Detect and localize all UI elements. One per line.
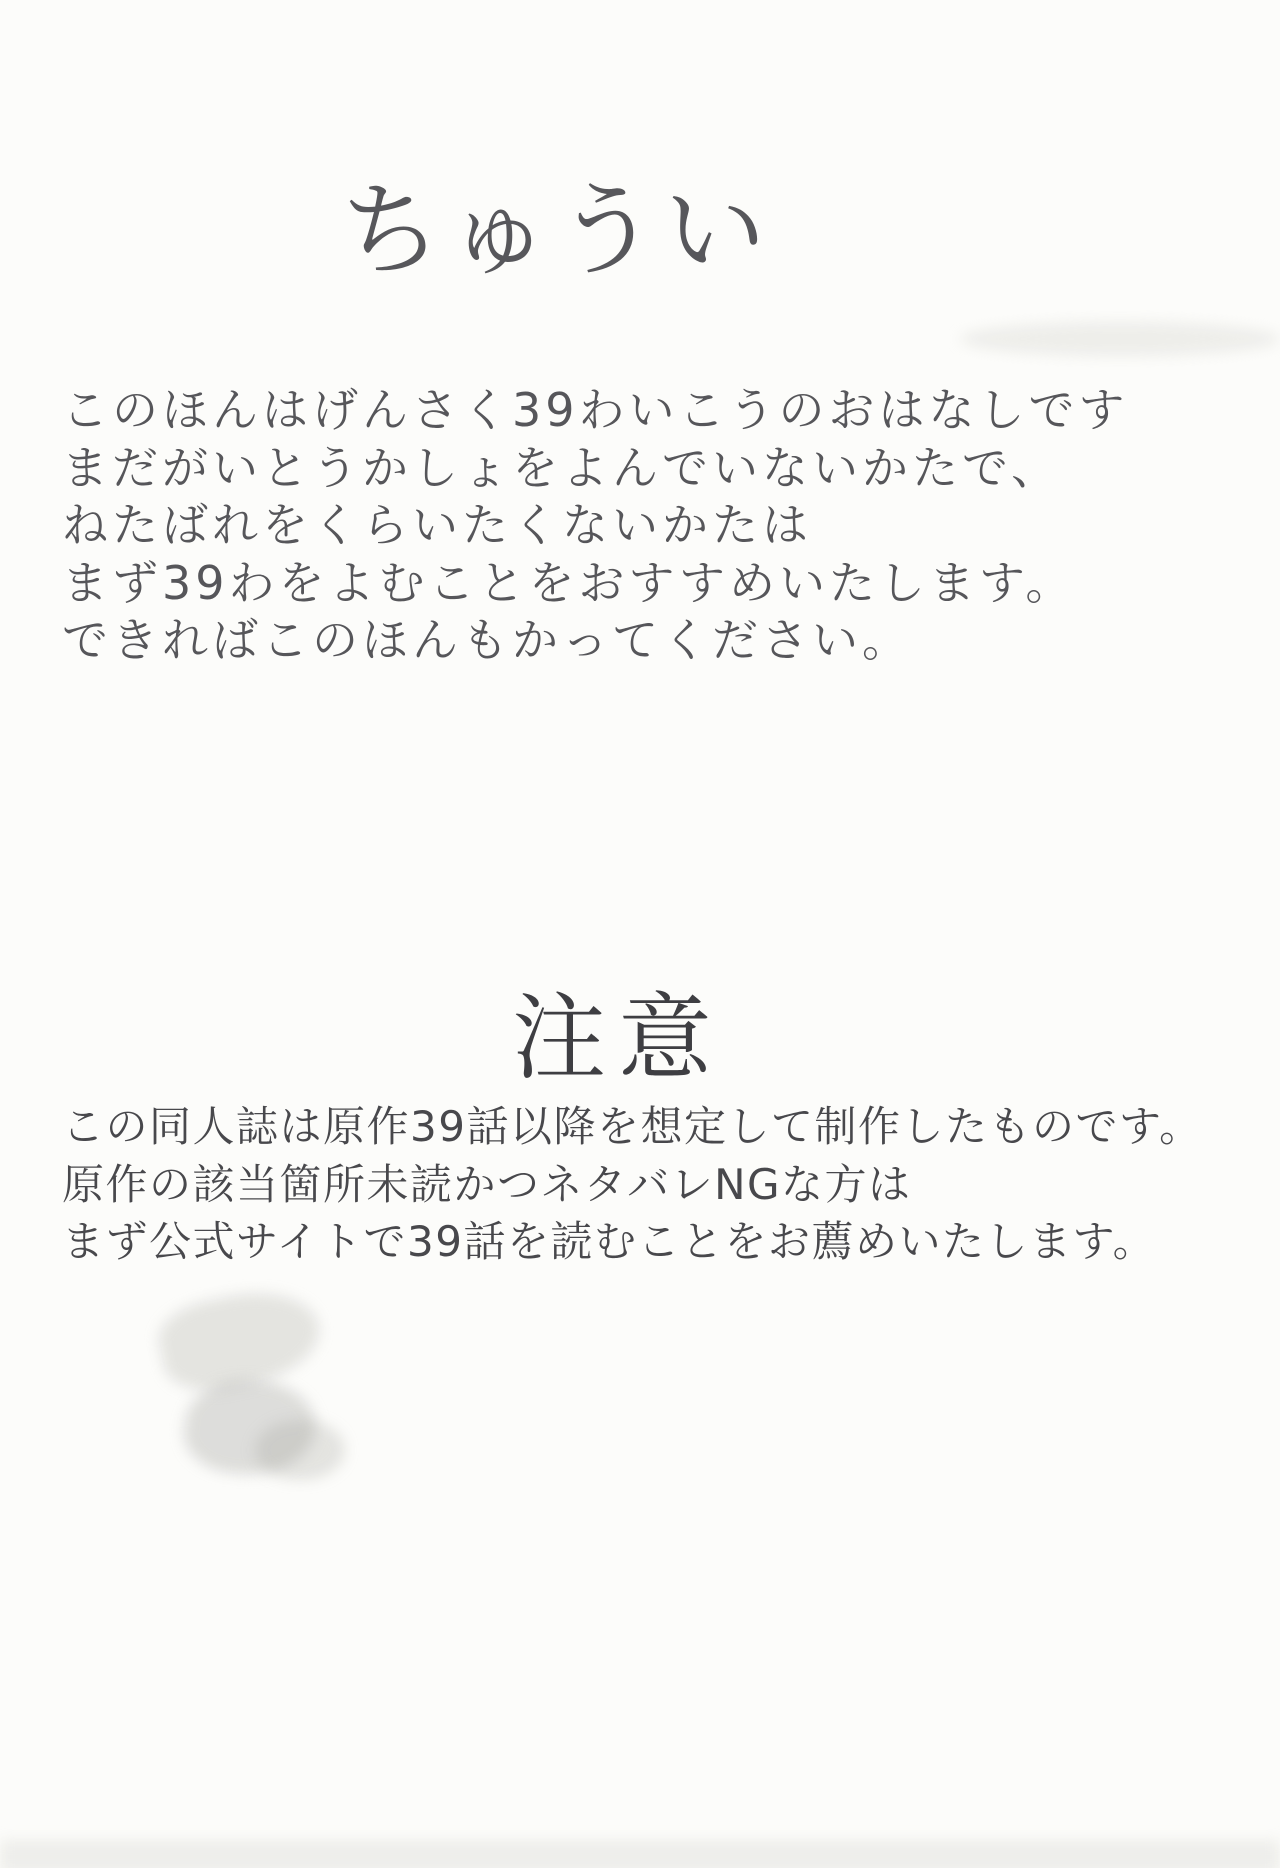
scan-bleedthrough-smudge xyxy=(179,1371,321,1483)
scan-bleedthrough-smudge xyxy=(152,1279,327,1400)
scan-noise-streak xyxy=(960,322,1280,356)
notice-line: まず公式サイトで39話を読むことをお薦めいたします。 xyxy=(62,1217,1157,1266)
notice-line: この同人誌は原作39話以降を想定して制作したものです。 xyxy=(62,1102,1203,1151)
pixel-warning-line: まず39わをよむことをおすすめいたします。 xyxy=(62,555,1076,610)
pixel-warning-line: このほんはげんさく39わいこうのおはなしです xyxy=(62,383,1129,437)
pixel-warning-title: ちゅうい xyxy=(340,172,772,291)
pixel-warning-line: できればこのほんもかってください。 xyxy=(62,613,912,667)
pixel-warning-line: まだがいとうかしょをよんでいないかたで、 xyxy=(62,440,1062,495)
pixel-warning-line: ねたばれをくらいたくないかたは xyxy=(62,498,812,552)
pixel-warning-text xyxy=(62,382,1242,670)
notice-heading: 注意 xyxy=(511,984,724,1093)
scan-edge-shadow xyxy=(0,1840,1280,1868)
scan-bleedthrough-smudge xyxy=(255,1420,345,1480)
notice-line: 原作の該当箇所未読かつネタバレNGな方は xyxy=(62,1159,912,1209)
notice-body xyxy=(62,1098,1252,1271)
